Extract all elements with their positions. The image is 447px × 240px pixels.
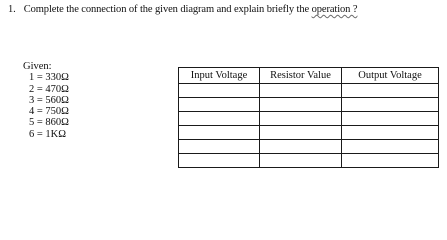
given-item: 2 = 470Ω (29, 83, 69, 95)
header-resistor-value: Resistor Value (260, 68, 342, 84)
table-cell[interactable] (260, 98, 342, 112)
table-row (179, 154, 439, 168)
header-input-voltage: Input Voltage (179, 68, 260, 84)
given-item: 5 = 860Ω (29, 117, 69, 129)
table-cell[interactable] (179, 154, 260, 168)
given-title: Given: (23, 61, 52, 72)
table-row (179, 140, 439, 154)
given-item: 6 = 1KΩ (29, 128, 67, 140)
given-item: 1 = 330Ω (29, 72, 69, 84)
table-cell[interactable] (342, 140, 439, 154)
table-cell[interactable] (179, 140, 260, 154)
voltage-table (178, 67, 439, 168)
table-cell[interactable] (179, 98, 260, 112)
question-body: Complete the connection of the given diagram and explain briefly the (23, 4, 312, 15)
table-row (179, 112, 439, 126)
given-item: 4 = 750Ω (29, 106, 69, 118)
table-cell[interactable] (342, 98, 439, 112)
table-cell[interactable] (260, 112, 342, 126)
table-cell[interactable] (342, 126, 439, 140)
question-text (8, 4, 357, 15)
given-list (23, 61, 69, 140)
question-underlined-word: operation ? (311, 4, 358, 15)
table-cell[interactable] (179, 112, 260, 126)
header-output-voltage: Output Voltage (342, 68, 439, 84)
table-row (179, 98, 439, 112)
table-cell[interactable] (179, 84, 260, 98)
table-cell[interactable] (260, 140, 342, 154)
table-cell[interactable] (342, 84, 439, 98)
table-cell[interactable] (260, 154, 342, 168)
table-cell[interactable] (260, 126, 342, 140)
given-item: 3 = 560Ω (29, 94, 69, 106)
table-cell[interactable] (179, 126, 260, 140)
table-cell[interactable] (342, 112, 439, 126)
table-cell[interactable] (260, 84, 342, 98)
question-number: 1. (8, 4, 16, 15)
table-header-row (179, 68, 439, 84)
table-cell[interactable] (342, 154, 439, 168)
table-row (179, 126, 439, 140)
table-row (179, 84, 439, 98)
